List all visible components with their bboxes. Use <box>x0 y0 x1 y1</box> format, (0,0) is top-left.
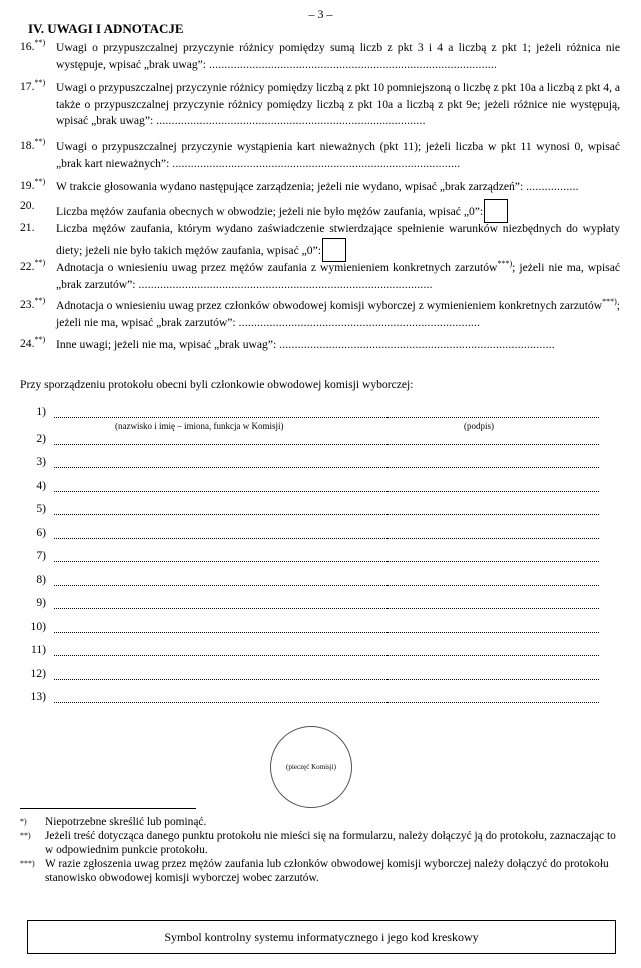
row-number: 1) <box>36 405 46 418</box>
item-19: 19.**) W trakcie głosowania wydano następujące zarządzenia; jeżeli nie wydano, wpisać „brak zarządzeń”: ................. <box>20 177 579 193</box>
footnote-divider <box>20 808 196 809</box>
row-number: 12) <box>30 667 46 680</box>
member-signature-field[interactable] <box>387 432 599 445</box>
footnote-ref: **) <box>34 38 46 48</box>
row-number: 2) <box>36 432 46 445</box>
row-number: 11) <box>30 643 46 656</box>
footnote-text: Niepotrzebne skreślić lub pominąć. <box>45 816 207 828</box>
item-number: 16. <box>20 40 35 53</box>
member-row <box>20 620 590 636</box>
entry-box[interactable] <box>484 199 508 223</box>
member-row <box>20 432 590 448</box>
row-number: 10) <box>30 620 46 633</box>
member-signature-field[interactable] <box>387 405 599 418</box>
row-number: 6) <box>36 526 46 539</box>
member-name-field[interactable] <box>54 432 389 445</box>
footnote-mark: *) <box>20 817 27 826</box>
section-title: IV. UWAGI I ADNOTACJE <box>28 21 184 36</box>
row-number: 5) <box>36 502 46 515</box>
item-number: 18. <box>20 139 35 152</box>
footnote-ref: ***) <box>602 297 617 307</box>
footnote <box>20 815 620 829</box>
footnote-ref: ***) <box>497 259 513 269</box>
member-signature-field[interactable] <box>387 667 599 680</box>
commission-stamp <box>270 726 352 808</box>
member-row <box>20 455 590 471</box>
caption-name: (nazwisko i imię – imiona, funkcja w Komisji) <box>115 421 284 431</box>
member-name-field[interactable] <box>54 643 389 656</box>
item-23: 23.**) Adnotacja o wniesieniu uwag przez członków obwodowej komisji wyborczej z wymienieniem konkretnych zarzutów***); jeżeli nie ma, wpisać „brak zarzutów”: .............................................................................. <box>20 296 620 329</box>
barcode-box <box>27 920 616 954</box>
member-name-field[interactable] <box>54 479 389 492</box>
footnote-text: W razie zgłoszenia uwag przez mężów zaufania lub członków obwodowej komisji wyborczej należy dołączyć do protokołu stanowisko obwodowej komisji wyborczej wobec zarzutów. <box>45 858 609 884</box>
item-21 <box>20 221 620 262</box>
item-text: Uwagi o przypuszczalnej przyczynie różnicy pomiędzy liczbą z pkt 10 pomniejszoną o liczbę z pkt 10a a liczbą z pkt 4, a także o przypuszczalnej przyczynie różnicy pomiędzy liczbą z pkt 10a a liczbą z pkt 9e; jeżeli różnice nie występują, wpisać „brak uwag”: <box>56 81 621 127</box>
barcode-label: Symbol kontrolny systemu informatycznego i jego kod kreskowy <box>164 929 479 944</box>
row-number: 9) <box>36 596 46 609</box>
item-text: Uwagi o przypuszczalnej przyczynie wystąpienia kart nieważnych (pkt 11); jeżeli liczba w pkt 11 wynosi 0, wpisać „brak kart nieważnych”: <box>56 140 620 170</box>
member-name-field[interactable] <box>54 620 389 633</box>
item-text-cont: ; jeżeli nie ma, wpisać „brak zarzutów”: <box>56 299 620 329</box>
member-name-field[interactable] <box>54 455 389 468</box>
item-24: 24.**) Inne uwagi; jeżeli nie ma, wpisać „brak uwag”: ......................................................................................... <box>20 335 555 351</box>
caption-signature: (podpis) <box>464 421 494 431</box>
item-text-cont: ; jeżeli nie ma, wpisać „brak zarzutów”: <box>56 261 620 291</box>
member-name-field[interactable] <box>54 573 389 586</box>
footnote-ref: **) <box>34 78 46 88</box>
entry-box[interactable] <box>322 238 346 262</box>
member-signature-field[interactable] <box>387 526 599 539</box>
member-row <box>20 690 590 706</box>
member-name-field[interactable] <box>54 596 389 609</box>
member-signature-field[interactable] <box>387 549 599 562</box>
member-row <box>20 526 590 542</box>
item-text: W trakcie głosowania wydano następujące zarządzenia; jeżeli nie wydano, wpisać „brak zarządzeń”: <box>56 180 524 193</box>
item-text: Adnotacja o wniesieniu uwag przez mężów zaufania z wymienieniem konkretnych zarzutów <box>56 261 498 274</box>
item-18: 18.**) Uwagi o przypuszczalnej przyczynie wystąpienia kart nieważnych (pkt 11); jeżeli liczba w pkt 11 wynosi 0, wpisać „brak kart nieważnych”: ............................................................................................. <box>20 137 620 170</box>
row-number: 13) <box>30 690 46 703</box>
item-16: 16.**) Uwagi o przypuszczalnej przyczynie różnicy pomiędzy sumą liczb z pkt 3 i 4 a liczbą z pkt 1; jeżeli różnica nie występuje, wpisać „brak uwag”: ............................................................................................. <box>20 38 620 71</box>
member-row <box>20 405 590 421</box>
item-number: 19. <box>20 179 35 192</box>
footnote-ref: **) <box>34 137 46 147</box>
member-name-field[interactable] <box>54 690 389 703</box>
member-row <box>20 549 590 565</box>
footnote <box>20 829 620 857</box>
item-number: 23. <box>20 298 35 311</box>
member-row <box>20 573 590 589</box>
item-number: 22. <box>20 260 35 273</box>
footnote-ref: **) <box>34 258 46 268</box>
item-number: 17. <box>20 80 35 93</box>
member-name-field[interactable] <box>54 549 389 562</box>
page-number: – 3 – <box>308 7 333 21</box>
item-text: Uwagi o przypuszczalnej przyczynie różnicy pomiędzy sumą liczb z pkt 3 i 4 a liczbą z pkt 1; jeżeli różnica nie występuje, wpisać „brak uwag”: <box>56 41 620 71</box>
row-number: 8) <box>36 573 46 586</box>
item-number: 24. <box>20 337 35 350</box>
member-signature-field[interactable] <box>387 596 599 609</box>
member-signature-field[interactable] <box>387 502 599 515</box>
member-name-field[interactable] <box>54 526 389 539</box>
row-number: 4) <box>36 479 46 492</box>
item-17: 17.**) Uwagi o przypuszczalnej przyczynie różnicy pomiędzy liczbą z pkt 10 pomniejszoną o liczbę z pkt 10a a liczbą z pkt 4, a także o przypuszczalnej przyczynie różnicy pomiędzy liczbą z pkt 10a a liczbą z pkt 9e; jeżeli różnice nie występują, wpisać „brak uwag”: ....................................................................................... <box>20 78 621 127</box>
member-signature-field[interactable] <box>387 573 599 586</box>
member-signature-field[interactable] <box>387 479 599 492</box>
stamp-label: (pieczęć Komisji) <box>286 763 336 771</box>
footnote-mark: ***) <box>20 859 35 868</box>
footnote-ref: **) <box>34 335 46 345</box>
member-name-field[interactable] <box>54 667 389 680</box>
footnote-ref: **) <box>34 296 46 306</box>
member-row <box>20 479 590 495</box>
item-text: Liczba mężów zaufania, którym wydano zaświadczenie stwierdzające spełnienie warunków niezbędnych do wypłaty diety; jeżeli nie było takich mężów zaufania, wpisać „0”: <box>56 222 620 257</box>
member-row <box>20 667 590 683</box>
item-22: 22.**) Adnotacja o wniesieniu uwag przez mężów zaufania z wymienieniem konkretnych zarzutów***); jeżeli nie ma, wpisać „brak zarzutów”: ............................................................................................... <box>20 258 620 291</box>
item-text: Liczba mężów zaufania obecnych w obwodzie; jeżeli nie było mężów zaufania, wpisać „0”: <box>56 205 484 218</box>
member-signature-field[interactable] <box>387 690 599 703</box>
member-row <box>20 643 590 659</box>
member-signature-field[interactable] <box>387 455 599 468</box>
member-row <box>20 596 590 612</box>
item-number: 21. <box>20 221 35 234</box>
footnote-text: Jeżeli treść dotycząca danego punktu protokołu nie mieści się na formularzu, należy dołączyć ją do protokołu, zaznaczając to w odpowiednim punkcie protokołu. <box>45 830 616 856</box>
members-intro: Przy sporządzeniu protokołu obecni byli członkowie obwodowej komisji wyborczej: <box>20 378 414 391</box>
footnote-ref: **) <box>34 177 46 187</box>
item-text: Adnotacja o wniesieniu uwag przez członków obwodowej komisji wyborczej z wymienieniem konkretnych zarzutów <box>56 299 603 312</box>
footnote <box>20 857 620 885</box>
item-number: 20. <box>20 199 35 212</box>
row-number: 3) <box>36 455 46 468</box>
member-signature-field[interactable] <box>387 620 599 633</box>
member-name-field[interactable] <box>54 405 389 418</box>
member-signature-field[interactable] <box>387 643 599 656</box>
item-20 <box>20 199 620 223</box>
member-row <box>20 502 590 518</box>
footnote-mark: **) <box>20 831 31 840</box>
row-number: 7) <box>36 549 46 562</box>
item-text: Inne uwagi; jeżeli nie ma, wpisać „brak uwag”: <box>56 338 277 351</box>
member-name-field[interactable] <box>54 502 389 515</box>
